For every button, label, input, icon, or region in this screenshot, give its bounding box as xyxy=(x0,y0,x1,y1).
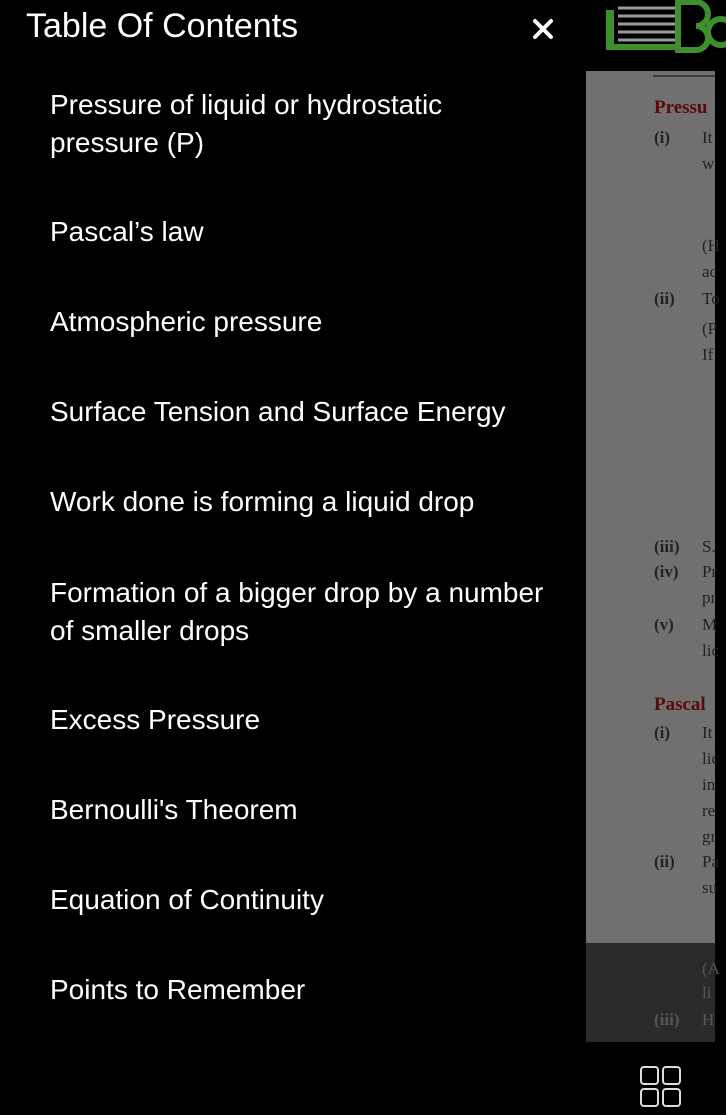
section-heading: Pressu xyxy=(654,97,708,118)
toc-item[interactable]: Points to Remember xyxy=(50,974,306,1005)
list-number: (iii) xyxy=(654,537,680,556)
toc-item[interactable]: Work done is forming a liquid drop xyxy=(50,486,475,517)
doc-text: If xyxy=(702,345,714,364)
toc-item[interactable]: Pascal’s law xyxy=(50,216,204,247)
toc-item[interactable]: Surface Tension and Surface Energy xyxy=(50,396,506,427)
doc-text: ac xyxy=(702,262,718,281)
close-button[interactable] xyxy=(524,10,562,48)
document-page xyxy=(586,71,720,943)
toc-item[interactable]: Formation of a bigger drop by a number of smaller drops xyxy=(50,577,544,646)
doc-text: su xyxy=(702,878,718,897)
doc-text: It xyxy=(702,128,713,147)
app-logo xyxy=(606,0,726,54)
toc-item[interactable]: Excess Pressure xyxy=(50,704,261,735)
doc-text: Pa xyxy=(702,852,719,871)
doc-text: It xyxy=(702,723,713,742)
doc-text: re xyxy=(702,801,716,820)
list-number: (i) xyxy=(654,128,671,147)
doc-text: S. xyxy=(702,537,716,556)
section-heading: Pascal xyxy=(654,694,706,715)
toc-item[interactable]: Atmospheric pressure xyxy=(50,306,323,337)
doc-text: lic xyxy=(702,749,719,768)
toc-item[interactable]: Bernoulli's Theorem xyxy=(50,794,298,825)
doc-text: To xyxy=(702,289,720,308)
doc-text: pr xyxy=(702,588,717,607)
doc-text: gr xyxy=(702,827,717,846)
doc-text: in xyxy=(702,775,716,794)
doc-text: (P xyxy=(702,319,718,338)
doc-text: w xyxy=(702,154,715,173)
list-number: (v) xyxy=(654,615,674,634)
drawer-title: Table Of Contents xyxy=(26,7,299,45)
list-number: (iv) xyxy=(654,562,679,581)
toc-item[interactable]: Equation of Continuity xyxy=(50,884,324,915)
close-icon xyxy=(524,10,562,48)
doc-text: li xyxy=(702,983,712,1002)
background-document-view xyxy=(586,0,720,1115)
list-number: (iii) xyxy=(654,1010,680,1029)
list-number: (ii) xyxy=(654,289,675,308)
doc-text: H xyxy=(702,1010,715,1029)
grid-icon xyxy=(639,1065,683,1109)
list-number: (i) xyxy=(654,723,671,742)
doc-text: (H xyxy=(702,236,720,255)
doc-text: Pr xyxy=(702,562,718,581)
doc-text: (A xyxy=(702,959,720,978)
document-page-overlay xyxy=(586,943,720,1042)
doc-text: lic xyxy=(702,641,719,660)
page-rule xyxy=(653,75,715,77)
list-number: (ii) xyxy=(654,852,675,871)
doc-text: M xyxy=(702,615,718,634)
grid-view-button[interactable] xyxy=(639,1065,683,1109)
toc-item[interactable]: Pressure of liquid or hydrostatic pressure (P) xyxy=(50,89,443,158)
